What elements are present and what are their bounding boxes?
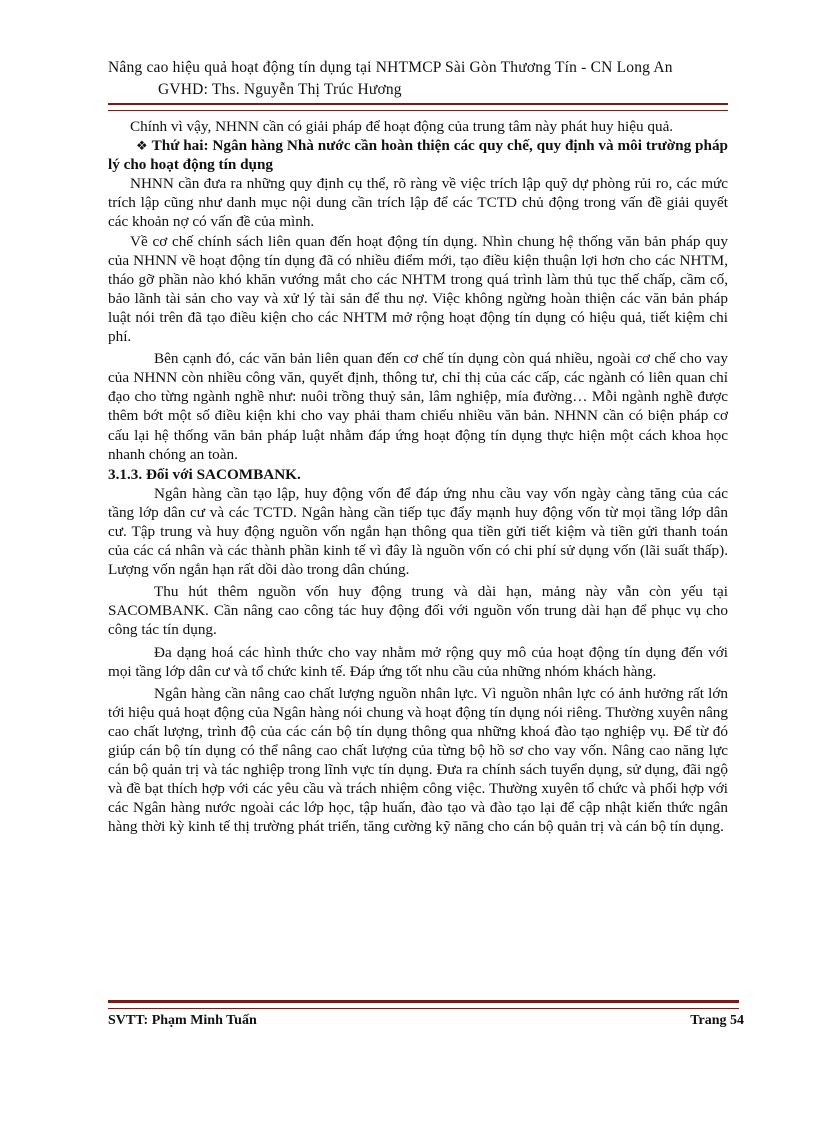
page-footer bbox=[108, 1013, 744, 1029]
paragraph: Thu hút thêm nguồn vốn huy động trung và dài hạn, mảng này vẫn còn yếu tại SACOMBANK. Cần nâng cao công tác huy động đối với nguồn vốn trung dài hạn để phục vụ cho công tác tín dụng. bbox=[108, 583, 728, 639]
subheading bbox=[108, 136, 728, 174]
footer-author: SVTT: Phạm Minh Tuấn bbox=[108, 1013, 257, 1028]
diamond-bullet-icon: ❖ bbox=[136, 138, 148, 154]
footer-divider bbox=[108, 1000, 739, 1009]
document-title: Nâng cao hiệu quả hoạt động tín dụng tại NHTMCP Sài Gòn Thương Tín - CN Long An bbox=[108, 59, 673, 76]
paragraph: NHNN cần đưa ra những quy định cụ thể, rõ ràng về việc trích lập quỹ dự phòng rủi ro, các mức trích lập cũng như danh mục nội dung cần trích lập để các TCTD chủ động trong vấn đề giải quyết các khoản nợ có vấn đề của mình. bbox=[108, 175, 728, 231]
paragraph: Ngân hàng cần nâng cao chất lượng nguồn nhân lực. Vì nguồn nhân lực có ảnh hưởng rất lớn tới hiệu quả hoạt động của Ngân hàng nói chung và hoạt động tín dụng nói riêng. Thường xuyên nâng cao chất lượng, trình độ của các cán bộ tín dụng thông qua những khoá đào tạo nghiệp vụ. Để từ đó giúp cán bộ tín dụng có thể nâng cao chất lượng của từng bộ hồ sơ cho vay vốn. Nâng cao năng lực cán bộ quản trị và tác nghiệp trong lĩnh vực tín dụng. Đưa ra chính sách tuyển dụng, sử dụng, đãi ngộ và đề bạt thích hợp với các yêu cầu và trách nhiệm công việc. Thường xuyên tổ chức và phối hợp với các Ngân hàng nước ngoài các lớp học, tập huấn, đào tạo và đào tạo lại để cập nhật kiến thức ngân hàng thời kỳ kinh tế thị trường phát triển, tăng cường kỹ năng cho cán bộ quản trị và cán bộ tín dụng. bbox=[108, 684, 728, 836]
subheading-text: Thứ hai: Ngân hàng Nhà nước cần hoàn thiện các quy chế, quy định và môi trường pháp lý cho hoạt động tín dụng bbox=[108, 137, 728, 174]
section-heading: 3.1.3. Đối với SACOMBANK. bbox=[108, 465, 301, 483]
document-body bbox=[108, 117, 728, 836]
paragraph: Bên cạnh đó, các văn bản liên quan đến cơ chế tín dụng còn quá nhiều, ngoài cơ chế cho vay của NHNN còn nhiều công văn, quyết định, thông tư, chỉ thị của các cấp, các ngành có liên quan chỉ đạo cho từng ngành nghề như: nuôi trồng thuỷ sản, lâm nghiệp, mía đường… Mỗi ngành nghề được thêm bớt một số điều kiện khi cho vay phải tham chiếu nhiều văn bản. NHNN cần có biện pháp cơ cấu lại hệ thống văn bản pháp luật nhằm đáp ứng hoạt động tín dụng thực hiện một cách khoa học nhanh chóng an toàn. bbox=[108, 350, 728, 463]
paragraph: Về cơ chế chính sách liên quan đến hoạt động tín dụng. Nhìn chung hệ thống văn bản pháp quy của NHNN về hoạt động tín dụng đã có nhiều điểm mới, tạo điều kiện thuận lợi hơn cho các NHTM, tháo gỡ phần nào khó khăn vướng mắt cho các NHTM trong quá trình làm thủ tục thế chấp, cầm cố, bảo lãnh tài sản cho vay và xử lý tài sản để thu nợ. Việc không ngừng hoàn thiện các văn bản pháp luật nói trên đã tạo điều kiện cho các NHTM mở rộng hoạt động tín dụng có hiệu quả, tiết kiệm chi phí. bbox=[108, 232, 728, 346]
page-content bbox=[108, 58, 728, 836]
paragraph: Đa dạng hoá các hình thức cho vay nhằm mở rộng quy mô của hoạt động tín dụng đến với mọi tầng lớp dân cư và tổ chức kinh tế. Đáp ứng tốt nhu cầu của những nhóm khách hàng. bbox=[108, 643, 728, 680]
paragraph: Chính vì vậy, NHNN cần có giải pháp để hoạt động của trung tâm này phát huy hiệu quả. bbox=[130, 118, 674, 135]
supervisor-line: GVHD: Ths. Nguyễn Thị Trúc Hương bbox=[158, 81, 402, 98]
page-number: Trang 54 bbox=[690, 1013, 744, 1028]
paragraph: Ngân hàng cần tạo lập, huy động vốn để đáp ứng nhu cầu vay vốn ngày càng tăng của các tầng lớp dân cư và các TCTD. Ngân hàng cần tiếp tục đẩy mạnh huy động vốn từ mọi tầng lớp dân cư. Tập trung và huy động nguồn vốn ngắn hạn thông qua tiền gửi tiết kiệm và tiền gửi thanh toán của các cá nhân và các thành phần kinh tế vì đây là nguồn vốn có chi phí sử dụng vốn (lãi suất thấp). Lượng vốn ngắn hạn rất dồi dào trong dân chúng. bbox=[108, 484, 728, 579]
header-divider bbox=[108, 103, 728, 111]
